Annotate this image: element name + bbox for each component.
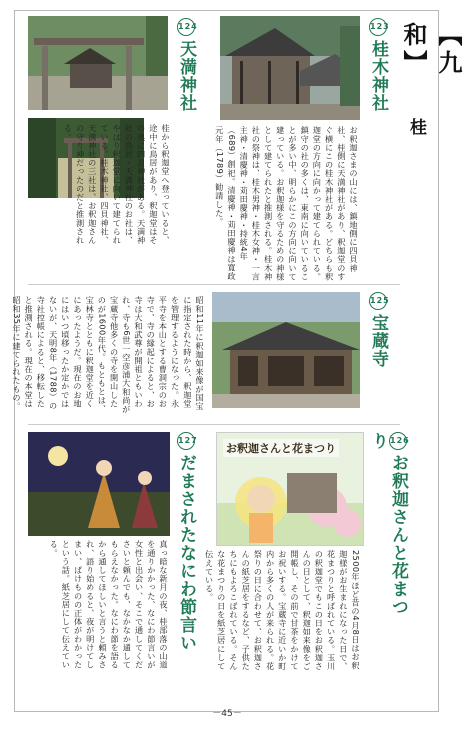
- section-number-badge: 123: [369, 18, 387, 36]
- section-body: お釈迦さまの山には、鎮地側に四貝神社、桂側に天満神社があり、釈迦堂のすぐ横にこの桂木神社がある。どちらも釈迦堂の方向に向かって建てられている。鎮守の社の多くは、東南に向いていることが多い中、明らかにこの方向に向いて建っている。お釈迦様を守るための神様として建てられたと推測される。桂木神社の祭神は、桂木男神・桂木女神・一言主神・清慶神・苅田慶神・持統4年（689）創祀。清慶神・苅田慶神は寛政元年（1789）勧請した。: [214, 126, 359, 281]
- naniwa-storyteller-illustration: [28, 432, 170, 536]
- section-title-text: 桂木神社: [368, 40, 388, 112]
- section-number-badge: 127: [177, 432, 195, 450]
- section-body: 2500年ほど昔の4月8日はお釈迦様がお生まれになった日で、花まつりと呼ばれている。玉川の釈迦堂でもこの日をお釈迦さんの日として、釈迦如来像をご開帳し、その前で甘茶をかけてお祝いする。宝蔵寺に近いか町内から多くの人が来られる。花祭りの日に合わせて、お釈迦さんの紙芝居をするなど、子供たちにもよろこばれている。そんな花まつりの日を紙芝居にして伝えている。: [204, 550, 361, 671]
- flower-festival-illustration: [216, 432, 364, 546]
- divider: [28, 424, 400, 425]
- section-title: [368, 18, 388, 128]
- area-name: 桂: [406, 118, 426, 135]
- section-body: 昭和11年に釈迦如来像が国宝に指定された時から、釈迦堂を管理するようになった。永平寺を本山とする曹洞宗のお寺で、寺の縁起によると、お寺は大和武尊が開祖ともいわれ、寺も6世一空彦浦大和尚が宝蔵寺他多くの寺を開山したのが1600年代。もともとは、宝林寺とともに釈迦堂を近くにあったようだ。現在のお地にはいつ頃移ったか定かではないが、天明8年（1788）の寺社控帳によると、移転したと推測される。現在の本堂は昭和35年に建てられたもの。: [11, 296, 205, 414]
- section-title: [368, 292, 388, 382]
- section-number-badge: 125: [369, 292, 387, 310]
- section-number-badge: 126: [389, 432, 407, 450]
- section-body: 桂から釈迦堂へ登っていると、途中に鳥居があり、釈迦堂はその奥に四貝神社がある。天満神社の鳥居・天満神社のお社は、やはり釈迦堂に向いて建てられている。桂木神社、四貝神社、天満神社の三社は、お釈迦さんの守り神だったのだと推測される。: [63, 124, 171, 245]
- hozoji-temple-photo: [212, 292, 360, 408]
- region-header: [396, 22, 462, 112]
- bracket-close: 】: [399, 50, 427, 78]
- section-title: [368, 432, 408, 622]
- section-title-text: お釈迦さんと花まつり: [368, 432, 408, 616]
- bracket-open: 【: [434, 22, 462, 50]
- region-name: 九和: [399, 22, 462, 78]
- illustration-title: お釈迦さんと花まつり: [223, 439, 339, 457]
- section-body: 真っ暗な新月の夜、桂部落の山道を通りかかった、なにわ節言いが女性と出会い、そこで通してくださいと頼んでも、なかなか通してもらえなかった。なにわ節を語るから通してほしいと言うと頼みされ、語り始めると、夜が明けてしまい、ぱけものの正体がわかったという話。紙芝居にして伝えている。: [49, 540, 169, 669]
- page-number: －45－: [212, 709, 242, 719]
- divider: [28, 284, 400, 285]
- section-title-text: だまされたなにわ節言い: [176, 454, 196, 652]
- section-title-text: 宝蔵寺: [368, 314, 388, 368]
- section-title: [176, 432, 196, 662]
- katsuragi-shrine-photo: [220, 16, 360, 120]
- section-title-text: 天満神社: [176, 40, 196, 112]
- section-number-badge: 124: [177, 18, 195, 36]
- tenman-shrine-photo-top: [28, 16, 168, 110]
- section-title: [176, 18, 196, 128]
